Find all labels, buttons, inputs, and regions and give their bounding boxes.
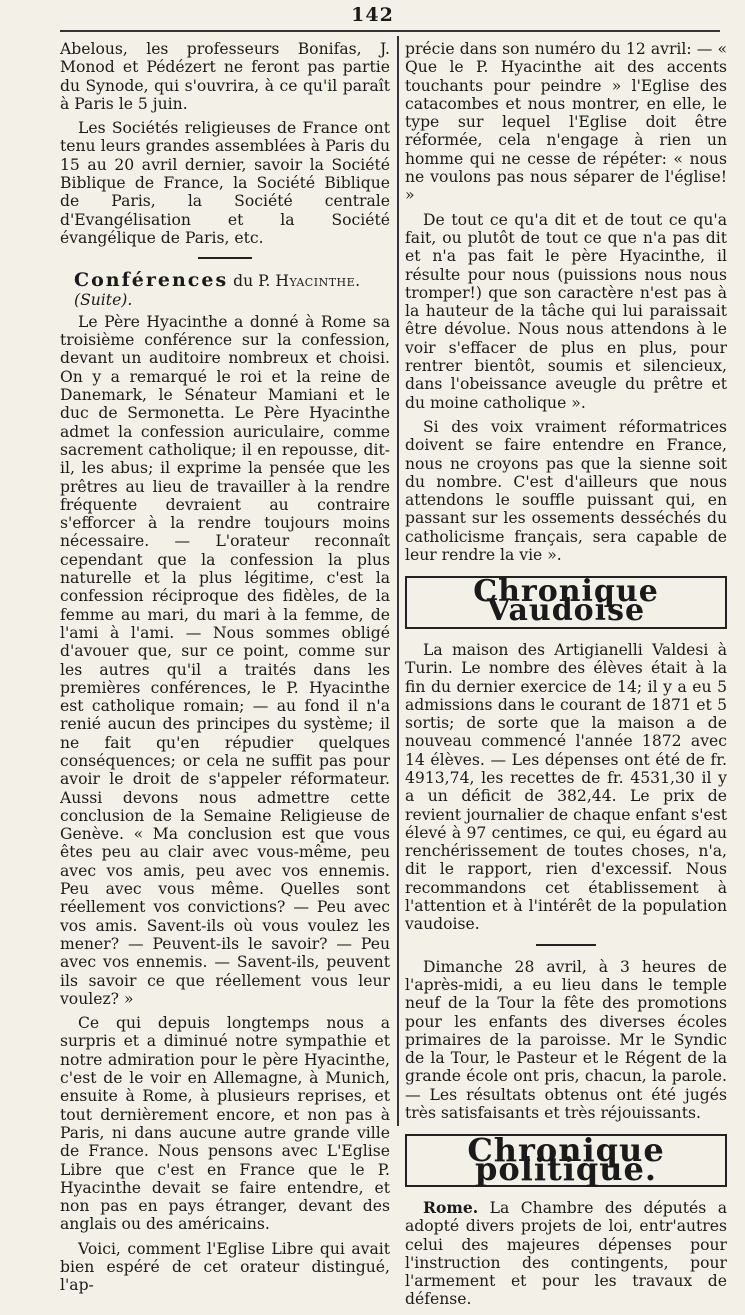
conferences-title: Conférences <box>74 269 229 292</box>
page-number: 142 <box>351 4 394 26</box>
header-rule <box>60 30 720 32</box>
conferences-title-name: Hyacinthe. <box>275 272 361 291</box>
rome-lead: Rome. <box>423 1197 479 1217</box>
conferences-suite: (Suite). <box>74 290 133 309</box>
conclusion-paragraph: De tout ce qu'a dit et de tout ce qu'a fait, ou plutôt de tout ce que n'a pas dit et n'a pas fait le père Hyacinthe, il résulte pour nous (puissions nous nous tromper!) que son caractère n'est pas à la hauteur de la tâche qui lui paraissait être dévolue. Nous nous attendons à le voir s'effacer de plus en plus, pour rentrer bientôt, soumis et silencieux, dans l'obeissance aveugle du prêtre et du moine catholique ». <box>405 210 727 412</box>
reform-voices-paragraph: Si des voix vraiment réformatrices doivent se faire entendre en France, nous ne croyons pas que la sienne soit du nombre. C'est d'ailleurs que nous attendons le souffle puissant qui, en passant sur les ossements desséchés du catholicisme français, sera capable de leur rendre la vie ». <box>405 417 727 565</box>
eglise-libre-paragraph: Voici, comment l'Eglise Libre qui avait bien espéré de cet orateur distingué, l'ap- <box>60 1239 390 1295</box>
quote-paragraph: précie dans son numéro du 12 avril: — « Que le P. Hyacinthe ait des accents touchants pour peindre » l'Eglise des catacombes et nous montrer, en elle, le type sur lequel l'Eglise doit être réformée, cela n'engage à rien un homme qui ne cesse de répéter: « nous ne voulons pas nous séparer de l'église! » <box>405 40 727 205</box>
right-column <box>405 40 727 1315</box>
chronique-politique-heading: Chronique politique. <box>405 1134 727 1187</box>
surprise-paragraph: Ce qui depuis longtemps nous a surpris et a diminué notre sympathie et notre admiration pour le père Hyacinthe, c'est de le voir en Allemagne, à Munich, ensuite à Rome, à plusieurs reprises, et tout dernièrement encore, et non pas à Paris, ni dans aucune autre grande ville de France. Nous pensons avec L'Eglise Libre que c'est en France que le P. Hyacinthe devait se faire entendre, et non pas en pays étranger, devant des anglais ou des américains. <box>60 1014 390 1234</box>
conferences-heading <box>60 271 390 309</box>
promotions-paragraph: Dimanche 28 avril, à 3 heures de l'après-midi, a eu lieu dans le temple neuf de la Tour la fête des promotions pour les enfants des diverses écoles primaires de la paroisse. Mr le Syndic de la Tour, le Pasteur et le Régent de la grande école ont pris, chacun, la parole. — Les résultats obtenus ont été jugés très satisfaisants et très réjouissants. <box>405 957 727 1123</box>
section-separator-2 <box>536 944 596 946</box>
societies-paragraph: Les Sociétés religieuses de France ont tenu leurs grandes assemblées à Paris du 15 au 20 avril dernier, savoir la Société Biblique de France, la Société Biblique de Paris, la Société centrale d'Evangélisation et la Société évangélique de Paris, etc. <box>60 119 390 247</box>
section-separator <box>198 257 252 259</box>
synod-paragraph: Abelous, les professeurs Bonifas, J. Monod et Pédézert ne feront pas partie du Synode, qui s'ouvrira, à ce qu'il paraît à Paris le 5 juin. <box>60 40 390 113</box>
rome-text: La Chambre des députés a adopté divers projets de loi, entr'autres celui des majeures dépenses pour l'instruction des contingents, pour l'armement et pour les travaux de défense. <box>405 1198 727 1309</box>
hyacinthe-paragraph: Le Père Hyacinthe a donné à Rome sa troisième conférence sur la confession, devant un auditoire nombreux et choisi. On y a remarqué le roi et la reine de Danemark, le Sénateur Mamiani et le duc de Sermonetta. Le Père Hyacinthe admet la confession auriculaire, comme sacrement catholique; il en repousse, dit-il, les abus; il exprime la pensée que les prêtres au lieu de travailler à la rendre fréquente devraient au contraire s'efforcer à la rendre toujours moins nécessaire. — L'orateur reconnaît cependant que la confession la plus naturelle et la plus légitime, c'est la confession réciproque des fidèles, de la femme au mari, du mari à la femme, de l'ami à l'ami. — Nous sommes obligé d'avouer que, sur ce point, comme sur les autres qu'il a traités dans les premières conférences, le P. Hyacinthe est catholique romain; — au fond il n'a renié aucun des principes du système; il ne fait qu'en répudier quelques conséquences; or cela ne suffit pas pour avoir le droit de s'appeler réformateur. Aussi devons nous admettre cette conclusion de la Semaine Religieuse de Genève. « Ma conclusion est que vous êtes peu au clair avec vous-même, peu avec vos amis, peu avec vos ennemis. Peu avec vous même. Quelles sont réellement vos convictions? — Peu avec vos amis. Savent-ils où vous voulez les mener? — Peuvent-ils le savoir? — Peu avec vos ennemis. — Savent-ils, peuvent ils savoir ce que réellement vous leur voulez? » <box>60 312 390 1008</box>
column-divider <box>397 36 399 1126</box>
rome-paragraph <box>405 1199 727 1309</box>
artigianelli-paragraph: La maison des Artigianelli Valdesi à Turin. Le nombre des élèves était à la fin du dernier exercice de 14; il y a eu 5 admissions dans le courant de 1871 et 5 sortis; de sorte que la maison a de nouveau commencé l'année 1872 avec 14 élèves. — Les dépenses ont été de fr. 4913,74, les recettes de fr. 4531,30 il y a un déficit de 382,44. Le prix de revient journalier de chaque enfant s'est élevé à 97 centimes, ce qui, eu égard au renchérissement de toutes choses, n'a, dit le rapport, rien d'excessif. Nous recommandons cet établissement à l'attention et à l'intérêt de la population vaudoise. <box>405 640 727 934</box>
conferences-title-rest: du P. <box>233 272 271 291</box>
chronique-vaudoise-heading: Chronique Vaudoise <box>405 576 727 629</box>
left-column <box>60 40 390 1301</box>
